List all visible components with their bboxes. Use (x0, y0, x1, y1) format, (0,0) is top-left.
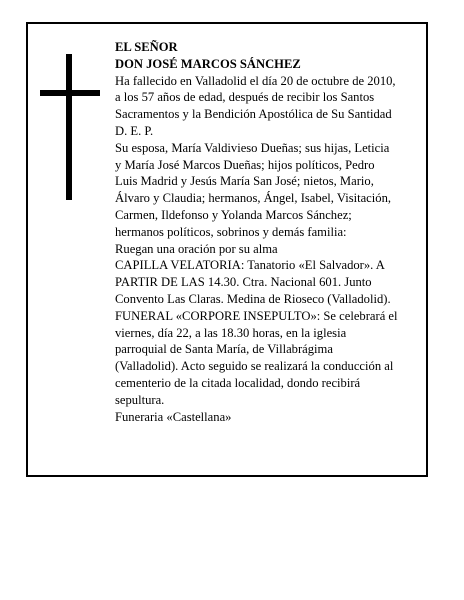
death-notice-line: Sacramentos y la Bendición Apostólica de Su Santidad (115, 107, 392, 122)
death-notice-line: D. E. P. (115, 123, 154, 138)
cross-icon (40, 54, 100, 200)
chapel-line: PARTIR DE LAS 14.30. Ctra. Nacional 601. Junto (115, 275, 372, 290)
family-line: Carmen, Ildefonso y Yolanda Marcos Sánchez; (115, 207, 352, 222)
obituary-text (115, 39, 426, 425)
funeral-line: (Valladolid). Acto seguido se realizará la conducción al (115, 359, 394, 374)
funeral-line: cementerio de la citada localidad, dondo recibirá (115, 375, 361, 390)
death-notice-line: Ha fallecido en Valladolid el día 20 de octubre de 2010, (115, 73, 396, 88)
funeral-line: parroquial de Santa María, de Villabrágima (115, 342, 333, 357)
funeral-line: FUNERAL «CORPORE INSEPULTO»: Se celebrará el (115, 308, 398, 323)
death-notice-line: a los 57 años de edad, después de recibir los Santos (115, 90, 375, 105)
obituary-notice (26, 22, 428, 477)
family-line: Su esposa, María Valdivieso Dueñas; sus hijas, Leticia (115, 140, 390, 155)
family-line: hermanos políticos, sobrinos y demás familia: (115, 224, 347, 239)
cross-horizontal-bar (40, 90, 100, 96)
heading-title: EL SEÑOR (115, 40, 178, 54)
funeral-line: viernes, día 22, a las 18.30 horas, en la iglesia (115, 325, 347, 340)
prayer-request: Ruegan una oración por su alma (115, 241, 278, 256)
family-line: Luis Madrid y Jesús María San José; nietos, Mario, (115, 174, 374, 189)
chapel-line: Convento Las Claras. Medina de Rioseco (Valladolid). (115, 291, 391, 306)
chapel-line: CAPILLA VELATORIA: Tanatorio «El Salvador». A (115, 258, 385, 273)
funeral-line: sepultura. (115, 392, 165, 407)
funeral-home: Funeraria «Castellana» (115, 409, 232, 424)
cross-vertical-bar (66, 54, 72, 200)
family-line: y María José Marcos Dueñas; hijos políticos, Pedro (115, 157, 375, 172)
deceased-name: DON JOSÉ MARCOS SÁNCHEZ (115, 56, 301, 71)
family-line: Álvaro y Claudia; hermanos, Ángel, Isabel, Visitación, (115, 191, 392, 206)
